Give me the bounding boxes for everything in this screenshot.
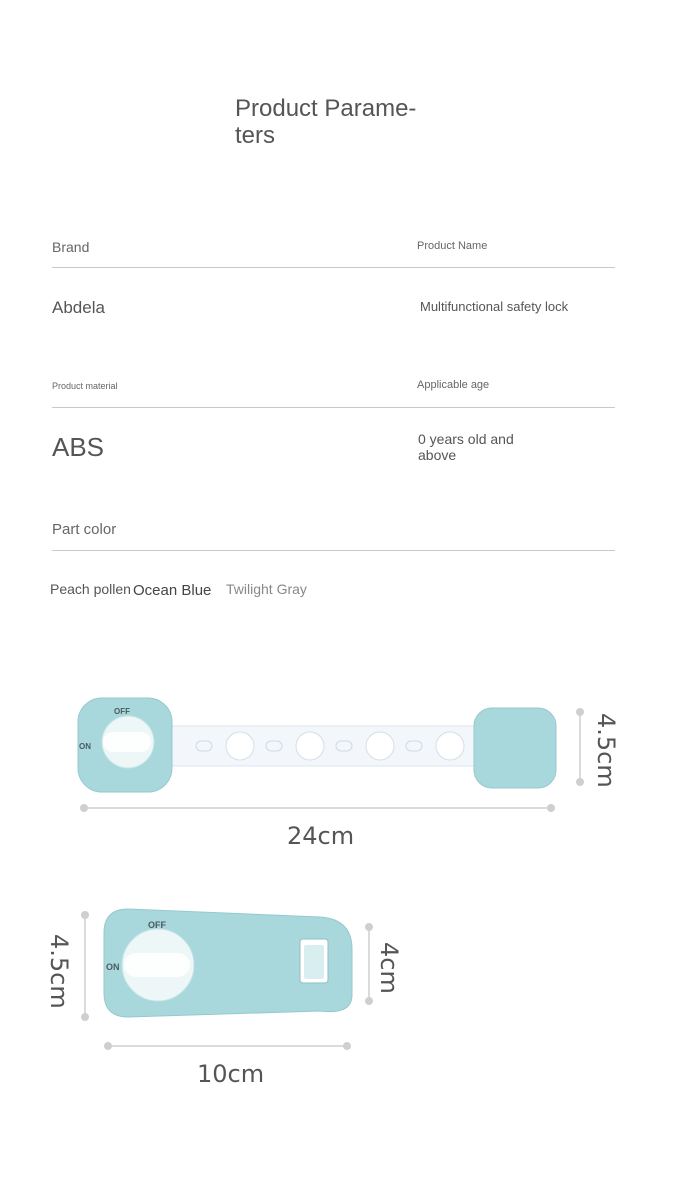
- dimension-endpoint: [343, 1042, 351, 1050]
- divider: [52, 550, 615, 551]
- latch-tab: [304, 945, 324, 979]
- page-title-line-2: ters: [235, 122, 276, 149]
- off-label: OFF: [148, 920, 166, 930]
- divider: [52, 267, 615, 268]
- dimension-endpoint: [81, 1013, 89, 1021]
- strap-height-label: 4.5cm: [592, 713, 620, 788]
- color-option-twilight-gray: Twilight Gray: [226, 581, 307, 597]
- dimension-endpoint: [576, 778, 584, 786]
- strap-hole: [296, 732, 324, 760]
- length-dimension-label: 24cm: [287, 822, 355, 850]
- page-title: [235, 95, 435, 149]
- strap-hole: [226, 732, 254, 760]
- body-width-label: 10cm: [197, 1060, 265, 1088]
- age-value-line-2: above: [418, 447, 457, 463]
- dimension-endpoint: [576, 708, 584, 716]
- anchor-pad: [474, 708, 556, 788]
- dimension-endpoint: [547, 804, 555, 812]
- dial-grip: [103, 732, 151, 752]
- strap-lock-illustration: [0, 680, 673, 880]
- on-label: ON: [79, 742, 91, 751]
- on-label: ON: [106, 962, 120, 972]
- product-name-label: Product Name: [417, 240, 488, 252]
- material-value: ABS: [52, 432, 105, 462]
- dimension-endpoint: [80, 804, 88, 812]
- strap-hole: [436, 732, 464, 760]
- strap-hole: [366, 732, 394, 760]
- dimension-endpoint: [365, 997, 373, 1005]
- brand-label: Brand: [52, 239, 90, 255]
- dimension-endpoint: [81, 911, 89, 919]
- brand-value: Abdela: [52, 298, 105, 317]
- divider: [52, 407, 615, 408]
- off-label: OFF: [114, 707, 130, 716]
- age-value-line-1: 0 years old and: [418, 431, 514, 447]
- body-inner-height-label: 4cm: [375, 942, 403, 994]
- age-value: [418, 431, 514, 463]
- dial-grip: [124, 953, 190, 977]
- dimension-endpoint: [365, 923, 373, 931]
- age-label: Applicable age: [417, 379, 490, 391]
- color-option-peach: Peach pollen: [50, 581, 131, 597]
- page-title-line-1: Product Parame-: [235, 95, 417, 122]
- part-color-label: Part color: [52, 521, 117, 538]
- product-name-value: Multifunctional safety lock: [420, 299, 569, 314]
- dimension-endpoint: [104, 1042, 112, 1050]
- lock-body-illustration: [0, 895, 673, 1065]
- color-option-ocean-blue: Ocean Blue: [133, 582, 212, 599]
- body-height-label: 4.5cm: [45, 934, 73, 1009]
- material-label: Product material: [52, 381, 118, 391]
